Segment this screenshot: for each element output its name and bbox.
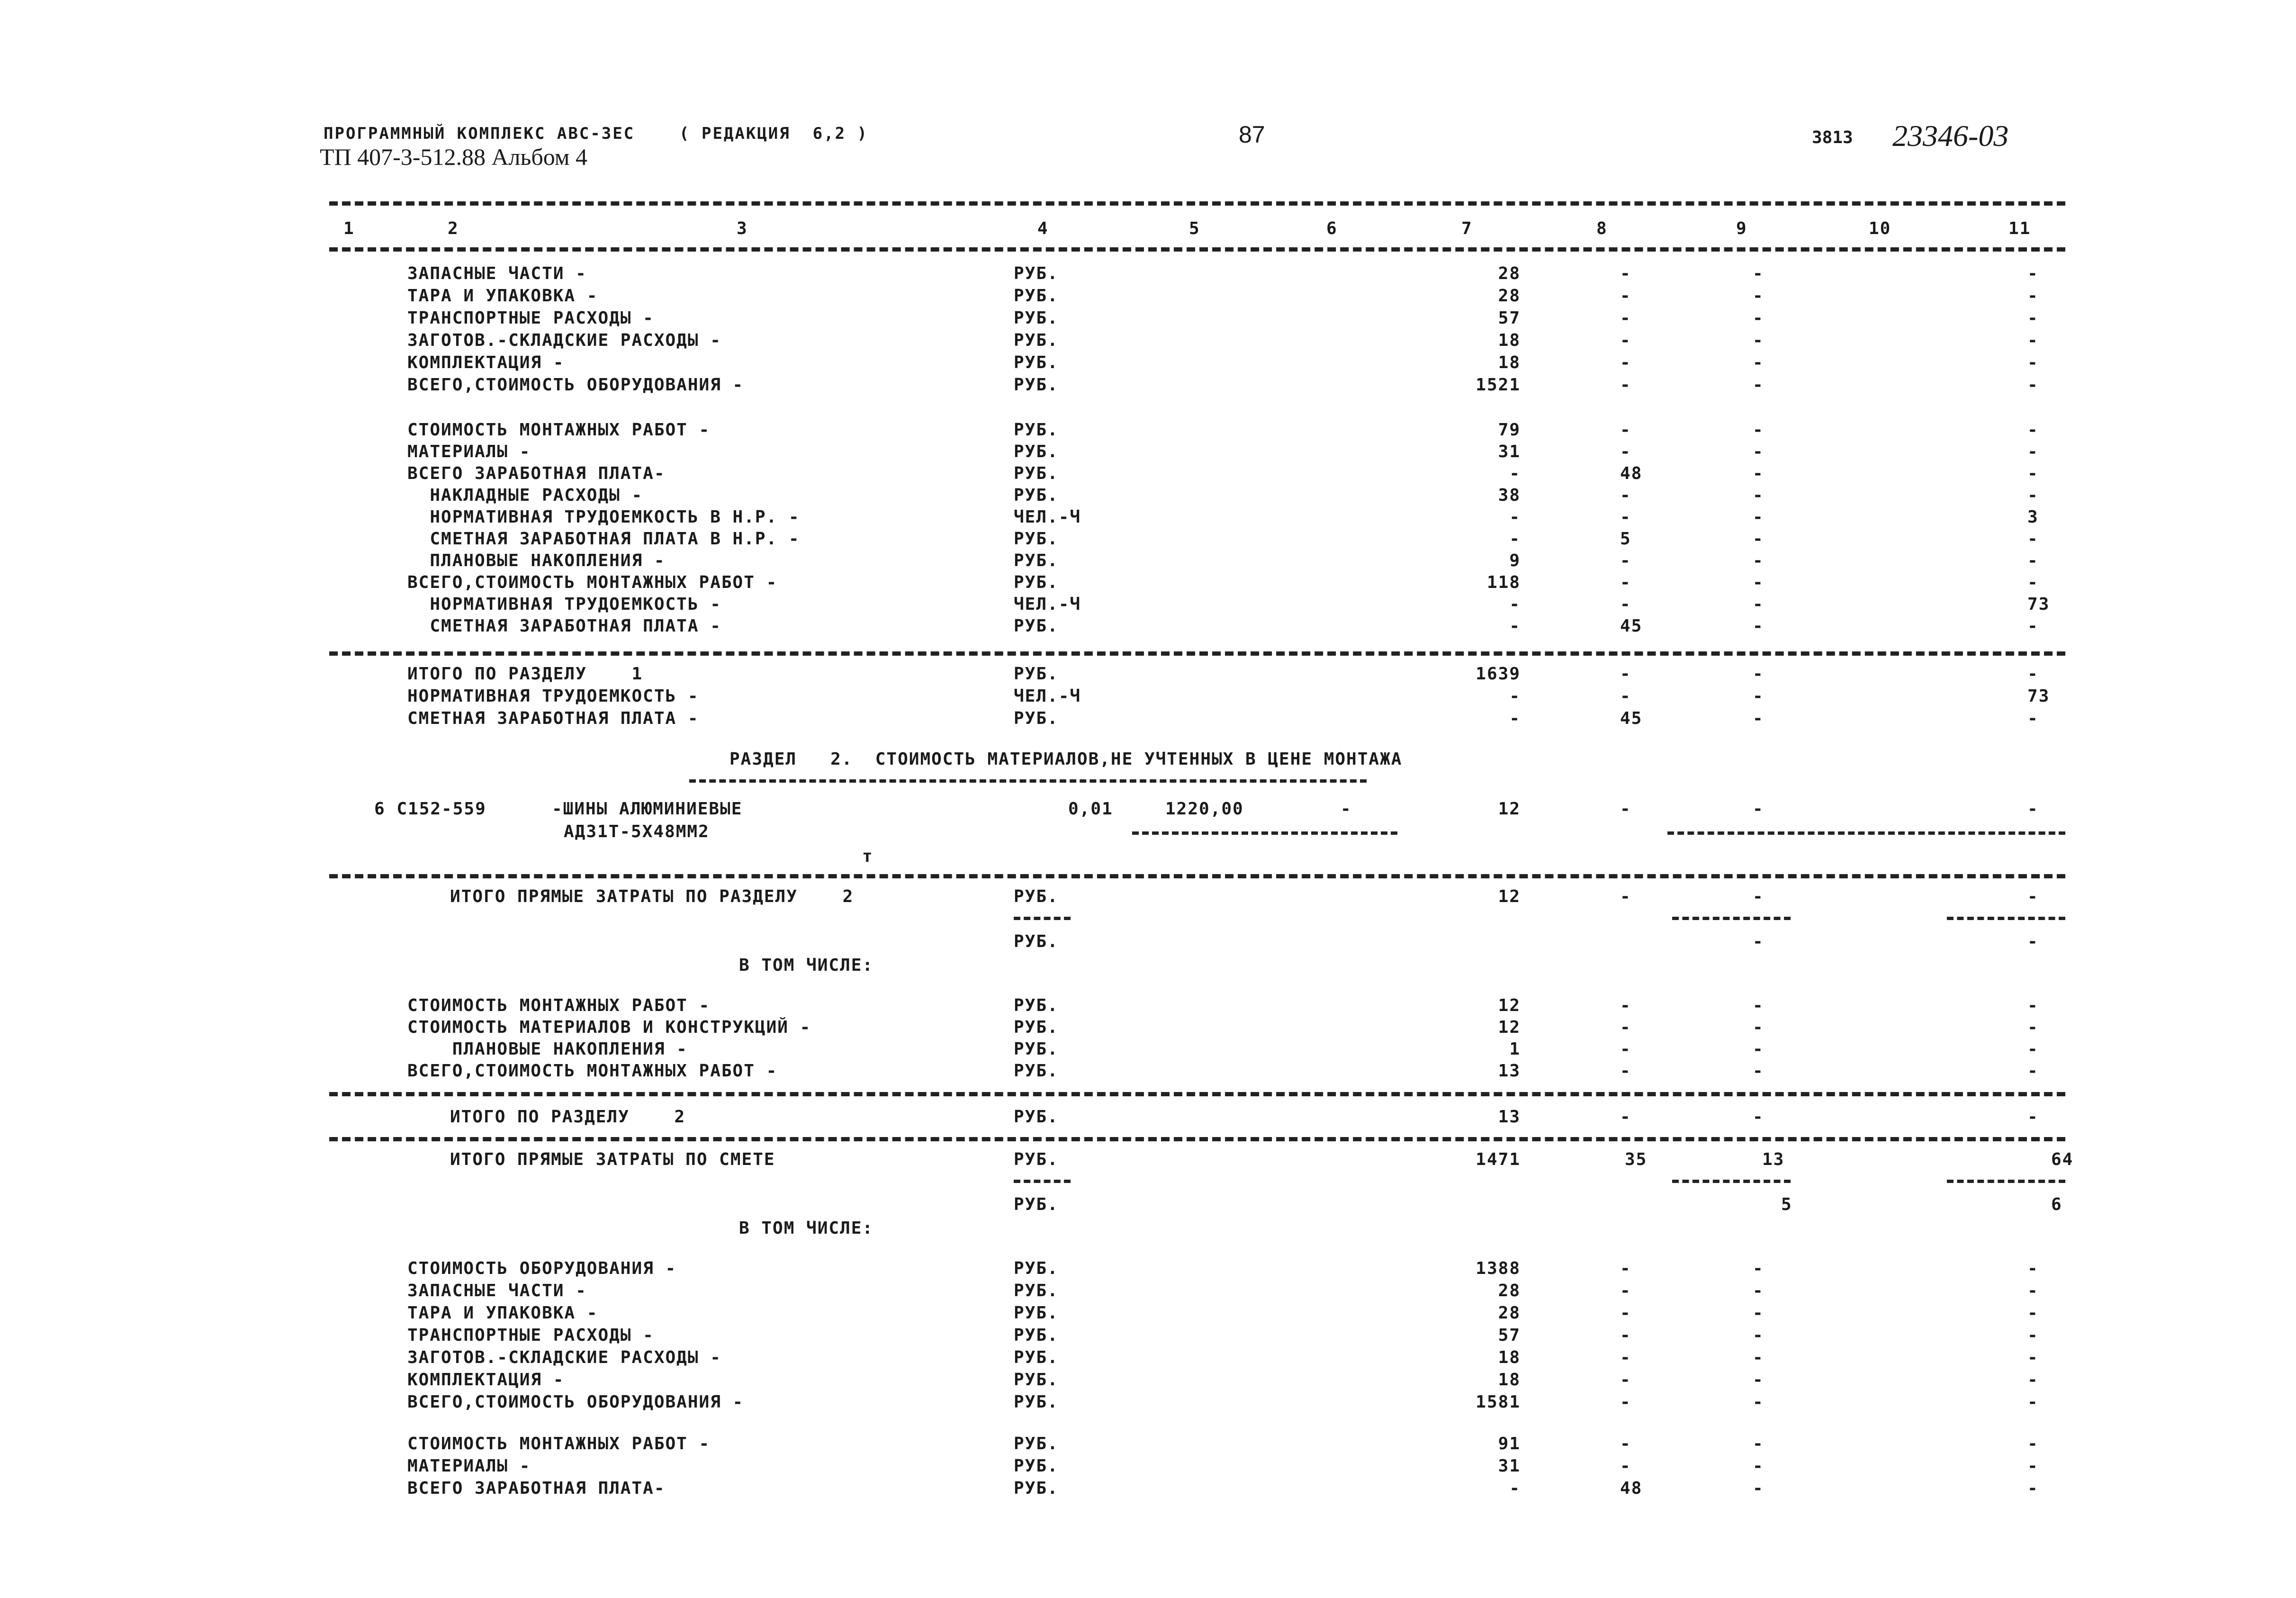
row-name: ПЛАНОВЫЕ НАКОПЛЕНИЯ - — [407, 1039, 688, 1059]
row-col9: - — [1753, 286, 1764, 306]
row-name: ВСЕГО ЗАРАБОТНАЯ ПЛАТА- — [407, 1479, 666, 1498]
row-name: МАТЕРИАЛЫ - — [407, 442, 531, 461]
row-name: ИТОГО ПРЯМЫЕ ЗАТРАТЫ ПО СМЕТЕ — [450, 1150, 775, 1169]
row-col9: - — [1753, 1061, 1764, 1081]
row-col7: 1 — [1509, 1039, 1521, 1059]
row-col7: 12 — [1498, 1018, 1521, 1037]
row-unit: РУБ. — [1014, 887, 1059, 906]
row-col9: - — [1753, 1107, 1764, 1127]
item-col11: - — [2027, 799, 2039, 819]
row-name: СТОИМОСТЬ МОНТАЖНЫХ РАБОТ - — [407, 420, 711, 440]
row-col7: 18 — [1498, 1348, 1521, 1367]
row-col8: - — [1620, 1456, 1631, 1476]
row-col8: - — [1620, 1392, 1631, 1412]
row-col11: 6 — [2051, 1195, 2062, 1214]
row-col8: - — [1620, 486, 1631, 505]
row-col7: 57 — [1498, 1326, 1521, 1345]
dashed-separator — [329, 1137, 2065, 1141]
row-col11: - — [2027, 1456, 2039, 1476]
row-unit: РУБ. — [1014, 1456, 1059, 1476]
row-unit: РУБ. — [1014, 1061, 1059, 1081]
row-col11: - — [2027, 664, 2039, 684]
row-col9: - — [1753, 331, 1764, 350]
row-col11: - — [2027, 286, 2039, 306]
row-col8: - — [1620, 1107, 1631, 1127]
row-name: ИТОГО ПО РАЗДЕЛУ 2 — [450, 1107, 686, 1127]
dashed-mark — [1667, 831, 2065, 835]
row-unit: ЧЕЛ.-Ч — [1014, 507, 1081, 527]
row-name: СМЕТНАЯ ЗАРАБОТНАЯ ПЛАТА - — [407, 616, 721, 636]
row-name: СТОИМОСТЬ МОНТАЖНЫХ РАБОТ - — [407, 996, 711, 1015]
row-col7: - — [1509, 686, 1521, 706]
row-col7: 1639 — [1476, 664, 1521, 684]
row-name: ЗАГОТОВ.-СКЛАДСКИЕ РАСХОДЫ - — [407, 1348, 721, 1367]
row-col11: - — [2027, 887, 2039, 906]
item-mark: т — [862, 847, 873, 866]
row-name: ТРАНСПОРТНЫЕ РАСХОДЫ - — [407, 308, 654, 328]
row-col11: - — [2027, 1370, 2039, 1390]
row-col11: - — [2027, 375, 2039, 395]
row-col7: 91 — [1498, 1434, 1521, 1454]
row-unit: РУБ. — [1014, 1281, 1059, 1300]
row-col8: - — [1620, 1018, 1631, 1037]
column-header: 5 — [1189, 219, 1200, 238]
row-col11: - — [2027, 1107, 2039, 1127]
row-col7: 1521 — [1476, 375, 1521, 395]
row-col11: - — [2027, 709, 2039, 728]
row-unit: РУБ. — [1014, 1195, 1059, 1214]
row-col8: - — [1620, 1061, 1631, 1081]
row-col7: 28 — [1498, 1303, 1521, 1323]
row-col9: - — [1753, 932, 1764, 951]
row-name: ВСЕГО,СТОИМОСТЬ МОНТАЖНЫХ РАБОТ - — [407, 573, 778, 592]
row-col7: 28 — [1498, 264, 1521, 283]
dashed-mark — [689, 779, 1367, 783]
row-name: ВСЕГО,СТОИМОСТЬ ОБОРУДОВАНИЯ - — [407, 375, 744, 395]
dashed-mark — [1672, 1180, 1791, 1183]
row-col9: - — [1753, 420, 1764, 440]
row-name: КОМПЛЕКТАЦИЯ - — [407, 353, 565, 372]
row-col9: - — [1753, 1348, 1764, 1367]
row-col7: 12 — [1498, 887, 1521, 906]
dashed-separator — [329, 651, 2065, 656]
row-col7: - — [1509, 507, 1521, 527]
row-name: ЗАГОТОВ.-СКЛАДСКИЕ РАСХОДЫ - — [407, 331, 721, 350]
row-unit: РУБ. — [1014, 1018, 1059, 1037]
row-col8: 45 — [1620, 616, 1643, 636]
row-unit: РУБ. — [1014, 551, 1059, 570]
row-col8: - — [1620, 1434, 1631, 1454]
row-col7: 1388 — [1476, 1259, 1521, 1278]
row-col11: - — [2027, 1259, 2039, 1278]
row-col11: - — [2027, 464, 2039, 483]
row-unit: РУБ. — [1014, 1039, 1059, 1059]
row-col7: - — [1509, 595, 1521, 614]
column-header: 1 — [343, 219, 355, 238]
row-unit: РУБ. — [1014, 573, 1059, 592]
row-col7: - — [1509, 464, 1521, 483]
row-col8: - — [1620, 331, 1631, 350]
row-col11: - — [2027, 996, 2039, 1015]
row-col8: - — [1620, 1348, 1631, 1367]
row-unit: РУБ. — [1014, 709, 1059, 728]
row-name: СМЕТНАЯ ЗАРАБОТНАЯ ПЛАТА - — [407, 709, 699, 728]
row-col8: 48 — [1620, 464, 1643, 483]
row-col11: - — [2027, 1039, 2039, 1059]
row-col8: 48 — [1620, 1479, 1643, 1498]
dashed-mark — [1947, 917, 2065, 920]
column-header: 11 — [2008, 219, 2031, 238]
row-col7: 12 — [1498, 996, 1521, 1015]
row-col7: 31 — [1498, 1456, 1521, 1476]
row-col8: - — [1620, 420, 1631, 440]
row-unit: РУБ. — [1014, 442, 1059, 461]
row-unit: РУБ. — [1014, 420, 1059, 440]
row-col8: - — [1620, 573, 1631, 592]
row-unit: ЧЕЛ.-Ч — [1014, 686, 1081, 706]
row-col9: - — [1753, 996, 1764, 1015]
row-col8: - — [1620, 1303, 1631, 1323]
row-name: СТОИМОСТЬ ОБОРУДОВАНИЯ - — [407, 1259, 677, 1278]
row-col9: - — [1753, 1281, 1764, 1300]
column-header: 10 — [1869, 219, 1891, 238]
subsection-label: В ТОМ ЧИСЛЕ: — [739, 956, 874, 975]
row-unit: РУБ. — [1014, 616, 1059, 636]
row-name: МАТЕРИАЛЫ - — [407, 1456, 531, 1476]
row-col9: - — [1753, 529, 1764, 549]
row-col8: - — [1620, 308, 1631, 328]
dashed-separator — [329, 1092, 2065, 1096]
item-name: -ШИНЫ АЛЮМИНИЕВЫЕ — [552, 799, 743, 819]
row-unit: РУБ. — [1014, 932, 1059, 951]
row-name: СМЕТНАЯ ЗАРАБОТНАЯ ПЛАТА В Н.Р. - — [407, 529, 800, 549]
row-col11: - — [2027, 1281, 2039, 1300]
row-name: ИТОГО ПРЯМЫЕ ЗАТРАТЫ ПО РАЗДЕЛУ 2 — [450, 887, 854, 906]
dashed-mark — [1132, 831, 1397, 835]
item-price: 1220,00 — [1165, 799, 1244, 819]
row-col9: - — [1753, 442, 1764, 461]
row-col9: - — [1753, 616, 1764, 636]
row-col8: - — [1620, 686, 1631, 706]
row-unit: РУБ. — [1014, 1434, 1059, 1454]
row-col11: - — [2027, 420, 2039, 440]
subsection-label: В ТОМ ЧИСЛЕ: — [739, 1219, 874, 1238]
row-col7: 1471 — [1476, 1150, 1521, 1169]
row-col7: 57 — [1498, 308, 1521, 328]
column-header: 7 — [1461, 219, 1473, 238]
row-col8: - — [1620, 551, 1631, 570]
row-name: ВСЕГО,СТОИМОСТЬ МОНТАЖНЫХ РАБОТ - — [407, 1061, 778, 1081]
row-unit: РУБ. — [1014, 1479, 1059, 1498]
column-header: 4 — [1037, 219, 1049, 238]
row-unit: РУБ. — [1014, 375, 1059, 395]
row-col9: - — [1753, 507, 1764, 527]
row-name: СТОИМОСТЬ МОНТАЖНЫХ РАБОТ - — [407, 1434, 711, 1454]
row-col9: - — [1753, 887, 1764, 906]
row-name: НОРМАТИВНАЯ ТРУДОЕМКОСТЬ - — [407, 595, 721, 614]
row-col7: 18 — [1498, 331, 1521, 350]
item-spec: АД31Т-5Х48ММ2 — [564, 822, 710, 841]
row-col9: - — [1753, 375, 1764, 395]
column-header: 3 — [737, 219, 748, 238]
row-col7: - — [1509, 1479, 1521, 1498]
row-col7: 118 — [1486, 573, 1521, 592]
row-name: СТОИМОСТЬ МАТЕРИАЛОВ И КОНСТРУКЦИЙ - — [407, 1018, 811, 1037]
row-col9: - — [1753, 1456, 1764, 1476]
row-col8: - — [1620, 887, 1631, 906]
row-col9: - — [1753, 1259, 1764, 1278]
row-unit: РУБ. — [1014, 286, 1059, 306]
row-name: ЗАПАСНЫЕ ЧАСТИ - — [407, 1281, 587, 1300]
row-col11: 73 — [2027, 595, 2050, 614]
row-col9: 13 — [1762, 1150, 1785, 1169]
row-col8: - — [1620, 442, 1631, 461]
row-col11: - — [2027, 1348, 2039, 1367]
row-unit: РУБ. — [1014, 353, 1059, 372]
code-number: 3813 — [1812, 128, 1853, 147]
page-number: 87 — [1239, 121, 1265, 148]
row-unit: РУБ. — [1014, 1107, 1059, 1127]
row-col9: - — [1753, 1392, 1764, 1412]
column-header: 2 — [448, 219, 459, 238]
row-col8: - — [1620, 264, 1631, 283]
row-col8: - — [1620, 1370, 1631, 1390]
row-col7: 31 — [1498, 442, 1521, 461]
item-col9: - — [1753, 799, 1764, 819]
row-col7: - — [1509, 529, 1521, 549]
row-unit: РУБ. — [1014, 1392, 1059, 1412]
row-unit: РУБ. — [1014, 308, 1059, 328]
program-title: ПРОГРАММНЫЙ КОМПЛЕКС АВС-3ЕС ( РЕДАКЦИЯ 6,2 ) — [324, 124, 869, 143]
row-col11: - — [2027, 1303, 2039, 1323]
table-top-rule — [329, 201, 2065, 206]
row-col7: 9 — [1509, 551, 1521, 570]
row-col11: - — [2027, 264, 2039, 283]
row-col11: 64 — [2051, 1150, 2074, 1169]
row-col11: - — [2027, 353, 2039, 372]
row-col9: - — [1753, 486, 1764, 505]
row-col9: - — [1753, 1370, 1764, 1390]
row-col9: - — [1753, 1479, 1764, 1498]
row-col9: - — [1753, 1018, 1764, 1037]
section-2-title: РАЗДЕЛ 2. СТОИМОСТЬ МАТЕРИАЛОВ,НЕ УЧТЕННЫХ В ЦЕНЕ МОНТАЖА — [729, 749, 1403, 769]
row-col11: - — [2027, 1479, 2039, 1498]
row-unit: РУБ. — [1014, 264, 1059, 283]
row-name: НАКЛАДНЫЕ РАСХОДЫ - — [407, 486, 643, 505]
dashed-mark — [1014, 917, 1071, 920]
item-col8: - — [1620, 799, 1631, 819]
row-col8: - — [1620, 1039, 1631, 1059]
row-name: ТАРА И УПАКОВКА - — [407, 1303, 598, 1323]
row-col11: - — [2027, 1326, 2039, 1345]
row-name: ИТОГО ПО РАЗДЕЛУ 1 — [407, 664, 643, 684]
dashed-separator — [329, 874, 2065, 878]
row-col11: 73 — [2027, 686, 2050, 706]
row-col7: 18 — [1498, 353, 1521, 372]
row-name: ТРАНСПОРТНЫЕ РАСХОДЫ - — [407, 1326, 654, 1345]
row-col8: - — [1620, 595, 1631, 614]
row-col9: - — [1753, 595, 1764, 614]
row-col8: - — [1620, 1259, 1631, 1278]
row-unit: РУБ. — [1014, 486, 1059, 505]
row-col9: - — [1753, 464, 1764, 483]
row-name: ЗАПАСНЫЕ ЧАСТИ - — [407, 264, 587, 283]
dashed-mark — [1947, 1180, 2065, 1183]
row-unit: РУБ. — [1014, 664, 1059, 684]
row-col9: - — [1753, 1303, 1764, 1323]
row-col8: 5 — [1620, 529, 1631, 549]
row-col8: - — [1620, 1281, 1631, 1300]
item-quantity: 0,01 — [1068, 799, 1113, 819]
row-col9: - — [1753, 573, 1764, 592]
row-col9: - — [1753, 664, 1764, 684]
row-name: НОРМАТИВНАЯ ТРУДОЕМКОСТЬ В Н.Р. - — [407, 507, 800, 527]
row-col8: 45 — [1620, 709, 1643, 728]
column-header: 6 — [1326, 219, 1338, 238]
dashed-mark — [1672, 917, 1791, 920]
row-col9: - — [1753, 1326, 1764, 1345]
row-col8: - — [1620, 1326, 1631, 1345]
row-col8: - — [1620, 996, 1631, 1015]
row-name: ПЛАНОВЫЕ НАКОПЛЕНИЯ - — [407, 551, 666, 570]
item-col6: - — [1341, 799, 1352, 819]
table-header-rule — [329, 247, 2065, 252]
row-name: КОМПЛЕКТАЦИЯ - — [407, 1370, 565, 1390]
row-col9: - — [1753, 1039, 1764, 1059]
row-col11: - — [2027, 1392, 2039, 1412]
inventory-number: 23346-03 — [1892, 119, 2009, 153]
row-name: ТАРА И УПАКОВКА - — [407, 286, 598, 306]
row-col11: - — [2027, 331, 2039, 350]
row-col11: - — [2027, 486, 2039, 505]
row-unit: РУБ. — [1014, 1370, 1059, 1390]
row-unit: РУБ. — [1014, 1150, 1059, 1169]
row-col7: 13 — [1498, 1061, 1521, 1081]
dashed-mark — [1014, 1180, 1071, 1183]
column-header: 8 — [1596, 219, 1608, 238]
row-unit: ЧЕЛ.-Ч — [1014, 595, 1081, 614]
row-col11: - — [2027, 308, 2039, 328]
row-col9: - — [1753, 353, 1764, 372]
row-col11: - — [2027, 1018, 2039, 1037]
row-col9: - — [1753, 264, 1764, 283]
row-col9: 5 — [1781, 1195, 1792, 1214]
row-col7: 1581 — [1476, 1392, 1521, 1412]
row-col7: 13 — [1498, 1107, 1521, 1127]
row-unit: РУБ. — [1014, 1348, 1059, 1367]
row-col9: - — [1753, 686, 1764, 706]
row-col11: - — [2027, 616, 2039, 636]
row-col9: - — [1753, 308, 1764, 328]
row-col8: - — [1620, 664, 1631, 684]
row-col9: - — [1753, 709, 1764, 728]
row-name: НОРМАТИВНАЯ ТРУДОЕМКОСТЬ - — [407, 686, 699, 706]
row-col11: - — [2027, 1434, 2039, 1454]
row-unit: РУБ. — [1014, 1259, 1059, 1278]
row-col11: - — [2027, 551, 2039, 570]
row-col8: 35 — [1625, 1150, 1648, 1169]
row-name: ВСЕГО ЗАРАБОТНАЯ ПЛАТА- — [407, 464, 666, 483]
row-col11: 3 — [2027, 507, 2039, 527]
row-unit: РУБ. — [1014, 996, 1059, 1015]
row-col11: - — [2027, 573, 2039, 592]
row-col11: - — [2027, 529, 2039, 549]
row-unit: РУБ. — [1014, 529, 1059, 549]
row-col7: 28 — [1498, 1281, 1521, 1300]
row-unit: РУБ. — [1014, 331, 1059, 350]
row-col8: - — [1620, 507, 1631, 527]
item-col7: 12 — [1498, 799, 1521, 819]
item-number: 6 С152-559 — [374, 799, 486, 819]
row-name: ВСЕГО,СТОИМОСТЬ ОБОРУДОВАНИЯ - — [407, 1392, 744, 1412]
row-col7: 79 — [1498, 420, 1521, 440]
row-col7: - — [1509, 709, 1521, 728]
row-col7: 18 — [1498, 1370, 1521, 1390]
row-col7: 28 — [1498, 286, 1521, 306]
row-col11: - — [2027, 442, 2039, 461]
row-col11: - — [2027, 1061, 2039, 1081]
row-col8: - — [1620, 286, 1631, 306]
row-col8: - — [1620, 375, 1631, 395]
row-unit: РУБ. — [1014, 1303, 1059, 1323]
row-unit: РУБ. — [1014, 464, 1059, 483]
row-col7: 38 — [1498, 486, 1521, 505]
row-col7: - — [1509, 616, 1521, 636]
row-col9: - — [1753, 1434, 1764, 1454]
document-title: ТП 407-3-512.88 Альбом 4 — [320, 144, 587, 170]
row-col8: - — [1620, 353, 1631, 372]
row-col11: - — [2027, 932, 2039, 951]
row-col9: - — [1753, 551, 1764, 570]
row-unit: РУБ. — [1014, 1326, 1059, 1345]
column-header: 9 — [1736, 219, 1747, 238]
